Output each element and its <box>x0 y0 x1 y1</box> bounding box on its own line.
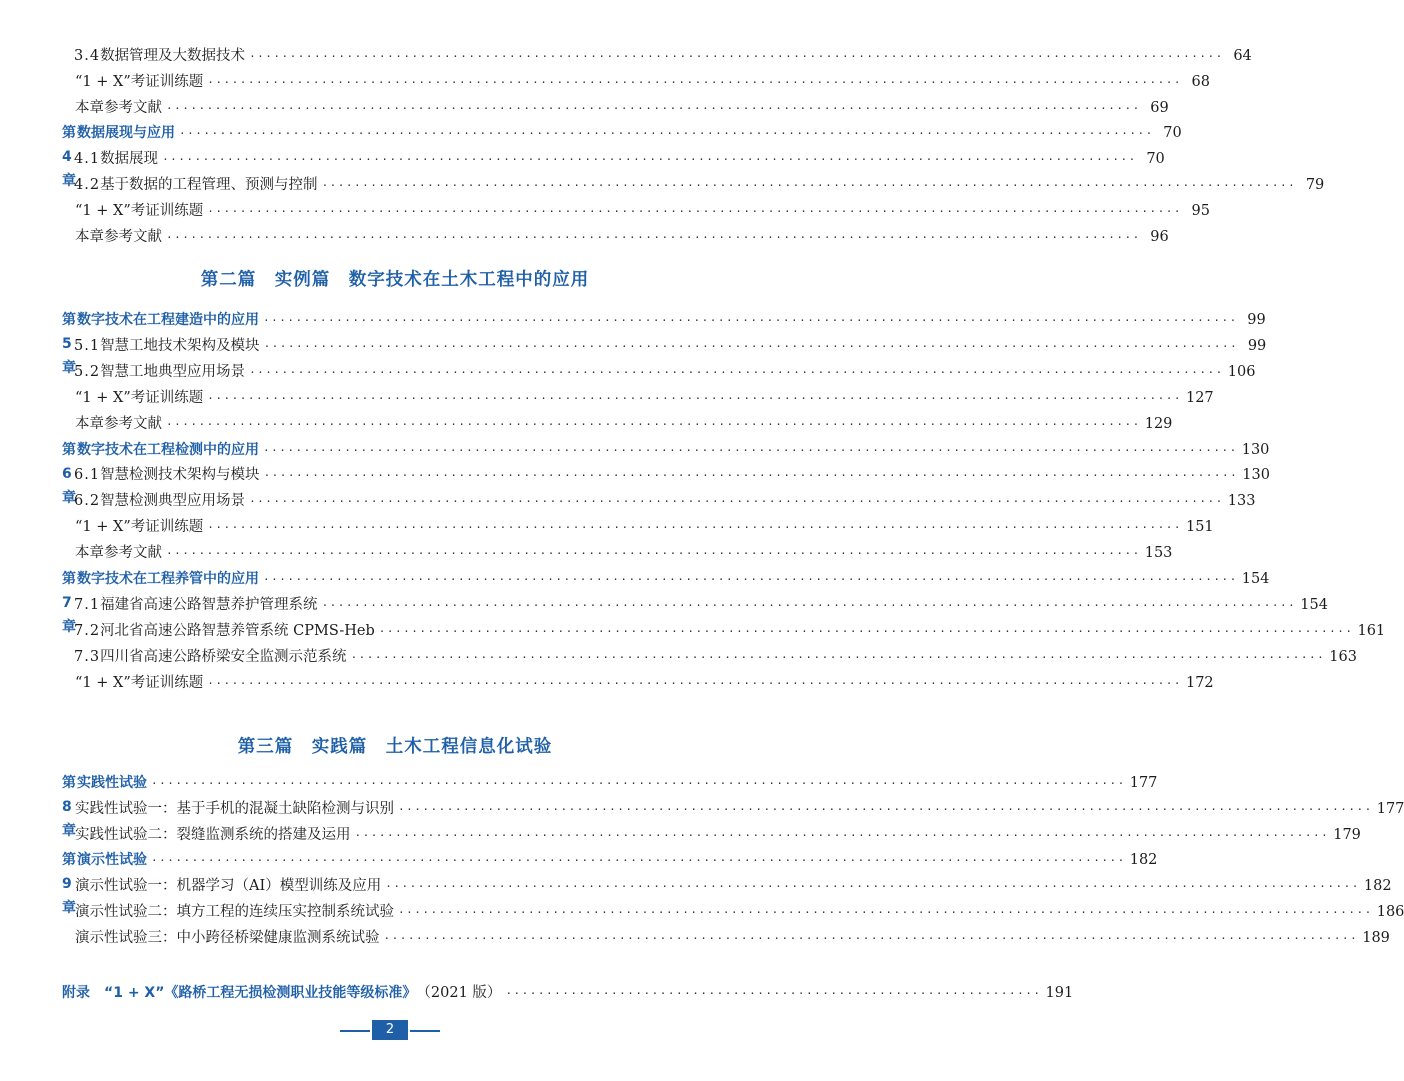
toc-title: 演示性试验一：机器学习（AI）模型训练及应用 <box>75 878 382 895</box>
toc-page-number: 127 <box>1185 389 1214 406</box>
toc-title: 四川省高速公路桥梁安全监测示范系统 <box>100 648 347 665</box>
toc-title: 智慧检测技术架构与模块 <box>100 467 260 484</box>
leader-dots: ························································································································ <box>263 573 1238 586</box>
leader-dots: ························································································································ <box>350 650 1326 664</box>
toc-row[interactable] <box>0 96 1169 120</box>
leader-dots: ························································································································ <box>151 854 1126 868</box>
toc-title: 实践性试验一：基于手机的混凝土缺陷检测与识别 <box>75 800 394 817</box>
leader-dots: ························································································································ <box>263 339 1239 353</box>
toc-number: 第 5 章 <box>62 312 77 376</box>
toc-row[interactable] <box>0 334 1267 358</box>
toc-number: 5.1 <box>74 337 101 354</box>
leader-dots: ························································································································ <box>207 204 1182 218</box>
toc-number: 第 7 章 <box>62 571 77 635</box>
toc-number: 5.2 <box>74 363 101 380</box>
toc-appendix-row[interactable] <box>0 981 1074 1005</box>
toc-page-number: 154 <box>1300 596 1328 613</box>
leader-dots: ························································································································ <box>385 880 1360 894</box>
toc-page-number: 163 <box>1329 648 1357 665</box>
toc-row[interactable] <box>0 386 1214 410</box>
toc-title: 基于数据的工程管理、预测与控制 <box>100 177 318 193</box>
toc-row[interactable] <box>0 926 1390 950</box>
toc-number: 7.3 <box>74 648 101 665</box>
part2-heading: 第二篇 实例篇 数字技术在土木工程中的应用 <box>200 270 590 290</box>
toc-title: 智慧工地技术架构及模块 <box>100 337 260 354</box>
part3-heading: 第三篇 实践篇 土木工程信息化试验 <box>237 737 553 757</box>
leader-dots: ························································································································ <box>151 777 1126 790</box>
toc-row[interactable] <box>0 147 1165 171</box>
toc-row[interactable] <box>0 515 1214 539</box>
toc-page-number: 133 <box>1227 493 1256 510</box>
leader-dots: ························································································································ <box>207 676 1182 690</box>
leader-dots: ························································································································ <box>207 75 1182 89</box>
toc-title: 数据展现与应用 <box>77 125 175 142</box>
toc-row[interactable] <box>0 489 1256 513</box>
page-footer <box>340 1020 440 1042</box>
toc-page-number: 106 <box>1227 363 1256 380</box>
toc-row[interactable] <box>0 671 1214 695</box>
leader-dots: ························································································································ <box>166 101 1141 115</box>
appendix-title: 附录 “1 + X”《路桥工程无损检测职业技能等级标准》 <box>62 985 417 1001</box>
toc-page-number: 154 <box>1241 571 1270 587</box>
toc-row[interactable] <box>0 823 1361 847</box>
toc-title: 演示性试验 <box>77 852 147 869</box>
toc-page-number: 68 <box>1191 73 1210 90</box>
toc-row[interactable] <box>0 44 1252 68</box>
toc-row[interactable] <box>0 874 1392 898</box>
leader-dots: ························································································································ <box>249 495 1224 509</box>
leader-dots: ························································································································ <box>398 802 1373 816</box>
toc-page-number: 161 <box>1357 622 1386 639</box>
toc-page-number: 99 <box>1247 312 1266 328</box>
toc-page-number: 96 <box>1150 228 1169 245</box>
leader-dots: ························································································································ <box>166 230 1141 244</box>
toc-page-number: 129 <box>1144 415 1173 432</box>
toc-row[interactable] <box>0 463 1270 487</box>
toc-title: “1 + X”考证训练题 <box>75 389 204 406</box>
toc-number: 4.2 <box>74 177 101 193</box>
appendix-edition: （2021 版） <box>416 985 502 1001</box>
toc-title: 智慧工地典型应用场景 <box>100 363 246 380</box>
toc-page-number: 177 <box>1376 800 1404 817</box>
toc-page-number: 130 <box>1242 467 1270 484</box>
toc-title: 本章参考文献 <box>75 545 162 562</box>
toc-title: 福建省高速公路智慧养护管理系统 <box>100 596 318 613</box>
toc-page-number: 69 <box>1150 99 1169 116</box>
toc-number: 4.1 <box>74 151 101 168</box>
toc-title: 数据管理及大数据技术 <box>100 48 246 64</box>
leader-dots: ························································································································ <box>263 314 1238 327</box>
toc-row[interactable] <box>0 70 1210 94</box>
toc-title: 本章参考文献 <box>75 415 162 432</box>
leader-dots: ························································································································ <box>162 153 1137 167</box>
toc-page-number: 130 <box>1241 441 1270 458</box>
toc-number: 3.4 <box>74 48 101 64</box>
leader-dots: ························································································································ <box>398 906 1373 919</box>
toc-title: 本章参考文献 <box>75 99 162 116</box>
toc-number: 6.1 <box>74 467 101 484</box>
toc-page-number: 179 <box>1333 826 1361 843</box>
toc-row[interactable] <box>0 199 1210 223</box>
toc-row[interactable] <box>0 541 1173 565</box>
toc-number: 7.2 <box>74 622 101 639</box>
toc-title: 实践性试验 <box>77 775 147 791</box>
leader-dots: ························································································································ <box>321 179 1297 192</box>
toc-page-number: 99 <box>1247 337 1267 354</box>
leader-dots: ·································································· <box>505 987 1042 1000</box>
toc-page-number: 189 <box>1362 929 1390 946</box>
toc-title: 数据展现 <box>100 151 159 168</box>
toc-title: 演示性试验三：中小跨径桥梁健康监测系统试验 <box>75 929 380 946</box>
leader-dots: ························································································································ <box>263 469 1239 483</box>
leader-dots: ························································································································ <box>378 624 1354 638</box>
leader-dots: ························································································································ <box>249 365 1224 379</box>
toc-title: 智慧检测典型应用场景 <box>100 493 246 510</box>
toc-page-number: 182 <box>1129 852 1158 869</box>
toc-row[interactable] <box>0 619 1386 643</box>
toc-row[interactable] <box>0 412 1173 436</box>
toc-number: 第 9 章 <box>62 852 77 917</box>
toc-page-number: 79 <box>1305 177 1325 193</box>
toc-row[interactable] <box>0 645 1357 669</box>
leader-dots: ························································································································ <box>179 127 1154 141</box>
toc-title: 数字技术在工程建造中的应用 <box>77 312 259 328</box>
appendix-page: 191 <box>1045 985 1074 1001</box>
leader-dots: ························································································································ <box>166 547 1141 561</box>
toc-number: 6.2 <box>74 493 101 510</box>
leader-dots: ························································································································ <box>383 931 1359 945</box>
toc-title: “1 + X”考证训练题 <box>75 73 204 90</box>
toc-title: 数字技术在工程检测中的应用 <box>77 441 259 458</box>
toc-page-number: 70 <box>1163 125 1182 142</box>
toc-title: 本章参考文献 <box>75 228 162 245</box>
footer-rule-right <box>410 1030 440 1032</box>
leader-dots: ························································································································ <box>249 50 1224 63</box>
footer-rule-left <box>340 1030 370 1032</box>
leader-dots: ························································································································ <box>207 521 1182 535</box>
toc-title: “1 + X”考证训练题 <box>75 674 204 691</box>
toc-number: 第 6 章 <box>62 441 77 506</box>
leader-dots: ························································································································ <box>321 598 1297 612</box>
toc-page-number: 177 <box>1129 775 1158 791</box>
leader-dots: ························································································································ <box>263 443 1238 457</box>
toc-page-number: 182 <box>1363 878 1392 895</box>
leader-dots: ························································································································ <box>207 391 1182 405</box>
toc-title: “1 + X”考证训练题 <box>75 202 204 219</box>
toc-row[interactable] <box>0 900 1404 924</box>
toc-row[interactable] <box>0 360 1256 384</box>
toc-row[interactable] <box>0 173 1325 197</box>
toc-title: 演示性试验二：填方工程的连续压实控制系统试验 <box>75 904 394 920</box>
toc-page-number: 172 <box>1185 674 1214 691</box>
leader-dots: ························································································································ <box>166 417 1141 431</box>
toc-page-number: 151 <box>1185 519 1214 536</box>
toc-row[interactable] <box>0 797 1404 821</box>
toc-title: 数字技术在工程养管中的应用 <box>77 571 259 587</box>
toc-title: 河北省高速公路智慧养管系统 CPMS-Heb <box>100 622 375 639</box>
toc-number: 7.1 <box>74 596 101 613</box>
toc-row[interactable] <box>0 225 1169 249</box>
toc-page-number: 186 <box>1376 904 1404 920</box>
toc-number: 第 8 章 <box>62 775 77 839</box>
toc-page-number: 95 <box>1191 202 1210 219</box>
toc-title: 实践性试验二：裂缝监测系统的搭建及运用 <box>75 826 351 843</box>
toc-row[interactable] <box>0 593 1328 617</box>
leader-dots: ························································································································ <box>354 828 1330 842</box>
toc-title: “1 + X”考证训练题 <box>75 519 204 536</box>
toc-page-number: 153 <box>1144 545 1173 562</box>
toc-number: 第 4 章 <box>62 125 77 190</box>
page-number-badge: 2 <box>372 1020 408 1040</box>
toc-page-number: 64 <box>1233 48 1252 64</box>
toc-page-number: 70 <box>1146 151 1165 168</box>
